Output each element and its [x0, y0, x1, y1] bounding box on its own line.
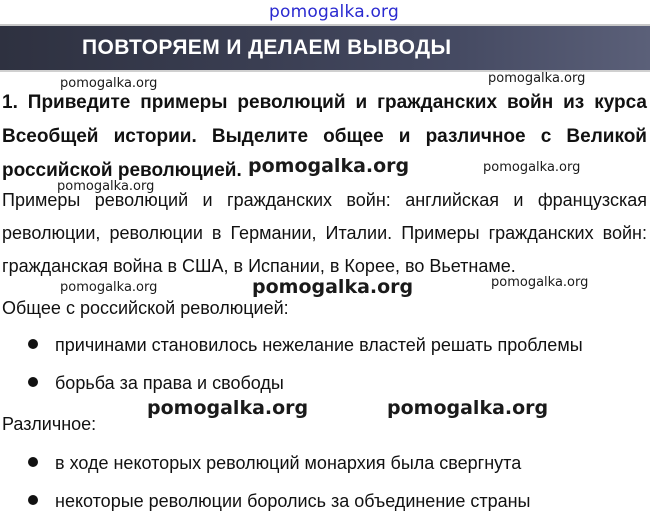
watermark: pomogalka.org — [57, 179, 155, 194]
common-heading: Общее с российской революцией: — [2, 298, 289, 318]
common-item-text: борьба за права и свободы — [55, 373, 284, 393]
bullet-icon — [28, 339, 38, 349]
section-banner — [0, 24, 650, 72]
common-list-item — [28, 372, 284, 394]
section-title: ПОВТОРЯЕМ И ДЕЛАЕМ ВЫВОДЫ — [82, 36, 452, 59]
different-item-text: некоторые революции боролись за объединение страны — [55, 491, 531, 511]
different-list-item — [28, 452, 521, 474]
watermark: pomogalka.org — [488, 71, 586, 86]
watermark: pomogalka.org — [483, 160, 581, 175]
question-text: 1. Приведите примеры революций и гражданских войн из курса Всеобщей истории. Выделите общее и различное с Великой российской революцией. — [2, 92, 647, 181]
different-item-text: в ходе некоторых революций монархия была свергнута — [55, 453, 522, 473]
bullet-icon — [28, 377, 38, 387]
common-list-item — [28, 334, 583, 356]
watermark: pomogalka.org — [248, 155, 410, 177]
bullet-icon — [28, 495, 38, 505]
different-list-item — [28, 490, 530, 512]
watermark: pomogalka.org — [387, 397, 549, 419]
watermark: pomogalka.org — [60, 76, 158, 91]
different-heading: Различное: — [2, 414, 97, 434]
watermark: pomogalka.org — [60, 280, 158, 295]
watermark: pomogalka.org — [491, 275, 589, 290]
bullet-icon — [28, 457, 38, 467]
watermark: pomogalka.org — [147, 397, 309, 419]
watermark: pomogalka.org — [252, 276, 414, 298]
watermark-top: pomogalka.org — [269, 2, 399, 22]
answer-examples: Примеры революций и гражданских войн: английская и французская революции, революции в Германии, Италии. Примеры гражданских войн: гражданская война в США, в Испании, в Корее, во Вьетнаме. — [2, 190, 647, 276]
common-item-text: причинами становилось нежелание властей решать проблемы — [55, 335, 583, 355]
